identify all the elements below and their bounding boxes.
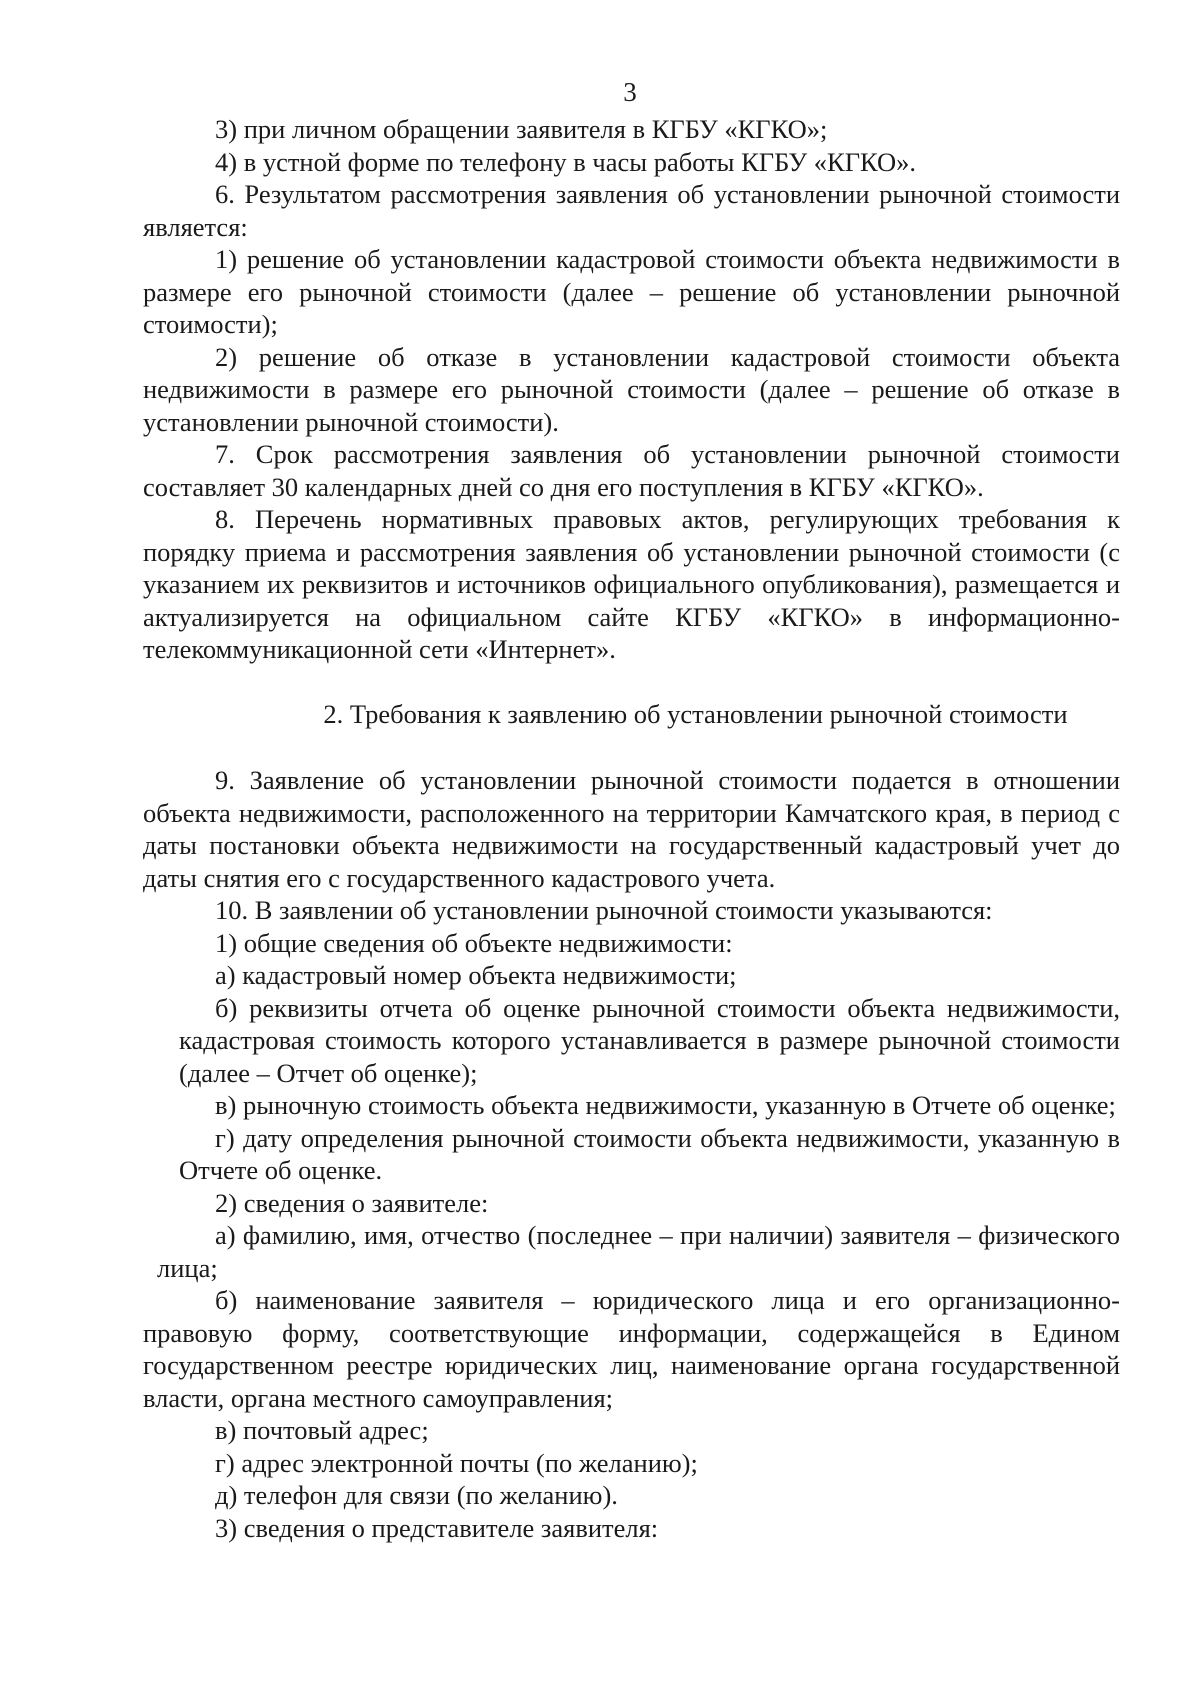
paragraph: 1) решение об установлении кадастровой стоимости объекта недвижимости в размере его рыночной стоимости (далее – решение об установлении рыночной стоимости); (143, 244, 1120, 339)
paragraph: г) адрес электронной почты (по желанию); (215, 1447, 698, 1478)
paragraph: 7. Срок рассмотрения заявления об установлении рыночной стоимости составляет 30 календарных дней со дня его поступления в КГБУ «КГКО». (143, 439, 1120, 502)
paragraph: 8. Перечень нормативных правовых актов, регулирующих требования к порядку приема и рассмотрения заявления об установлении рыночной стоимости (с указанием их реквизитов и источников официального опубликования), размещается и актуализируется на официальном сайте КГБУ «КГКО» в информационно-телекоммуникационной сети «Интернет». (143, 504, 1120, 664)
paragraph: в) рыночную стоимость объекта недвижимости, указанную в Отчете об оценке; (215, 1090, 1116, 1120)
paragraph: 3) сведения о представителе заявителя: (215, 1512, 659, 1543)
paragraph: 4) в устной форме по телефону в часы работы КГБУ «КГКО». (215, 146, 917, 177)
paragraph: 9. Заявление об установлении рыночной стоимости подается в отношении объекта недвижимости, расположенного на территории Камчатского края, в период с даты постановки объекта недвижимости на государственный кадастровый учет до даты снятия его с государственного кадастрового учета. (143, 765, 1120, 893)
paragraph: г) дату определения рыночной стоимости объекта недвижимости, указанную в Отчете об оценке. (179, 1122, 1120, 1185)
section-2-body (143, 764, 1120, 1544)
paragraph: 10. В заявлении об установлении рыночной стоимости указываются: (215, 895, 993, 925)
paragraph: в) почтовый адрес; (215, 1415, 429, 1445)
paragraph: д) телефон для связи (по желанию). (215, 1480, 618, 1510)
paragraph: 6. Результатом рассмотрения заявления об установлении рыночной стоимости является: (143, 179, 1120, 242)
paragraph: 1) общие сведения об объекте недвижимости: (215, 927, 733, 958)
paragraph: 3) при личном обращении заявителя в КГБУ «КГКО»; (215, 114, 828, 144)
paragraph: а) фамилию, имя, отчество (последнее – при наличии) заявителя – физического лица; (157, 1220, 1120, 1283)
paragraph: б) наименование заявителя – юридического лица и его организационно-правовую форму, соответствующие информации, содержащейся в Едином государственном реестре юридических лиц, наименование органа государственной власти, органа местного самоуправления; (143, 1285, 1120, 1413)
section-1-continued (143, 113, 1120, 666)
page-number: 3 (623, 77, 637, 107)
paragraph: 2) сведения о заявителе: (215, 1187, 489, 1218)
paragraph: а) кадастровый номер объекта недвижимости; (215, 960, 737, 990)
paragraph: б) реквизиты отчета об оценке рыночной стоимости объекта недвижимости, кадастровая стоимость которого устанавливается в размере рыночной стоимости (далее – Отчет об оценке); (179, 992, 1120, 1088)
document-body (143, 113, 1120, 1544)
paragraph: 2) решение об отказе в установлении кадастровой стоимости объекта недвижимости в размере его рыночной стоимости (далее – решение об отказе в установлении рыночной стоимости). (143, 341, 1120, 437)
section-heading: 2. Требования к заявлению об установлении рыночной стоимости (323, 698, 1068, 729)
